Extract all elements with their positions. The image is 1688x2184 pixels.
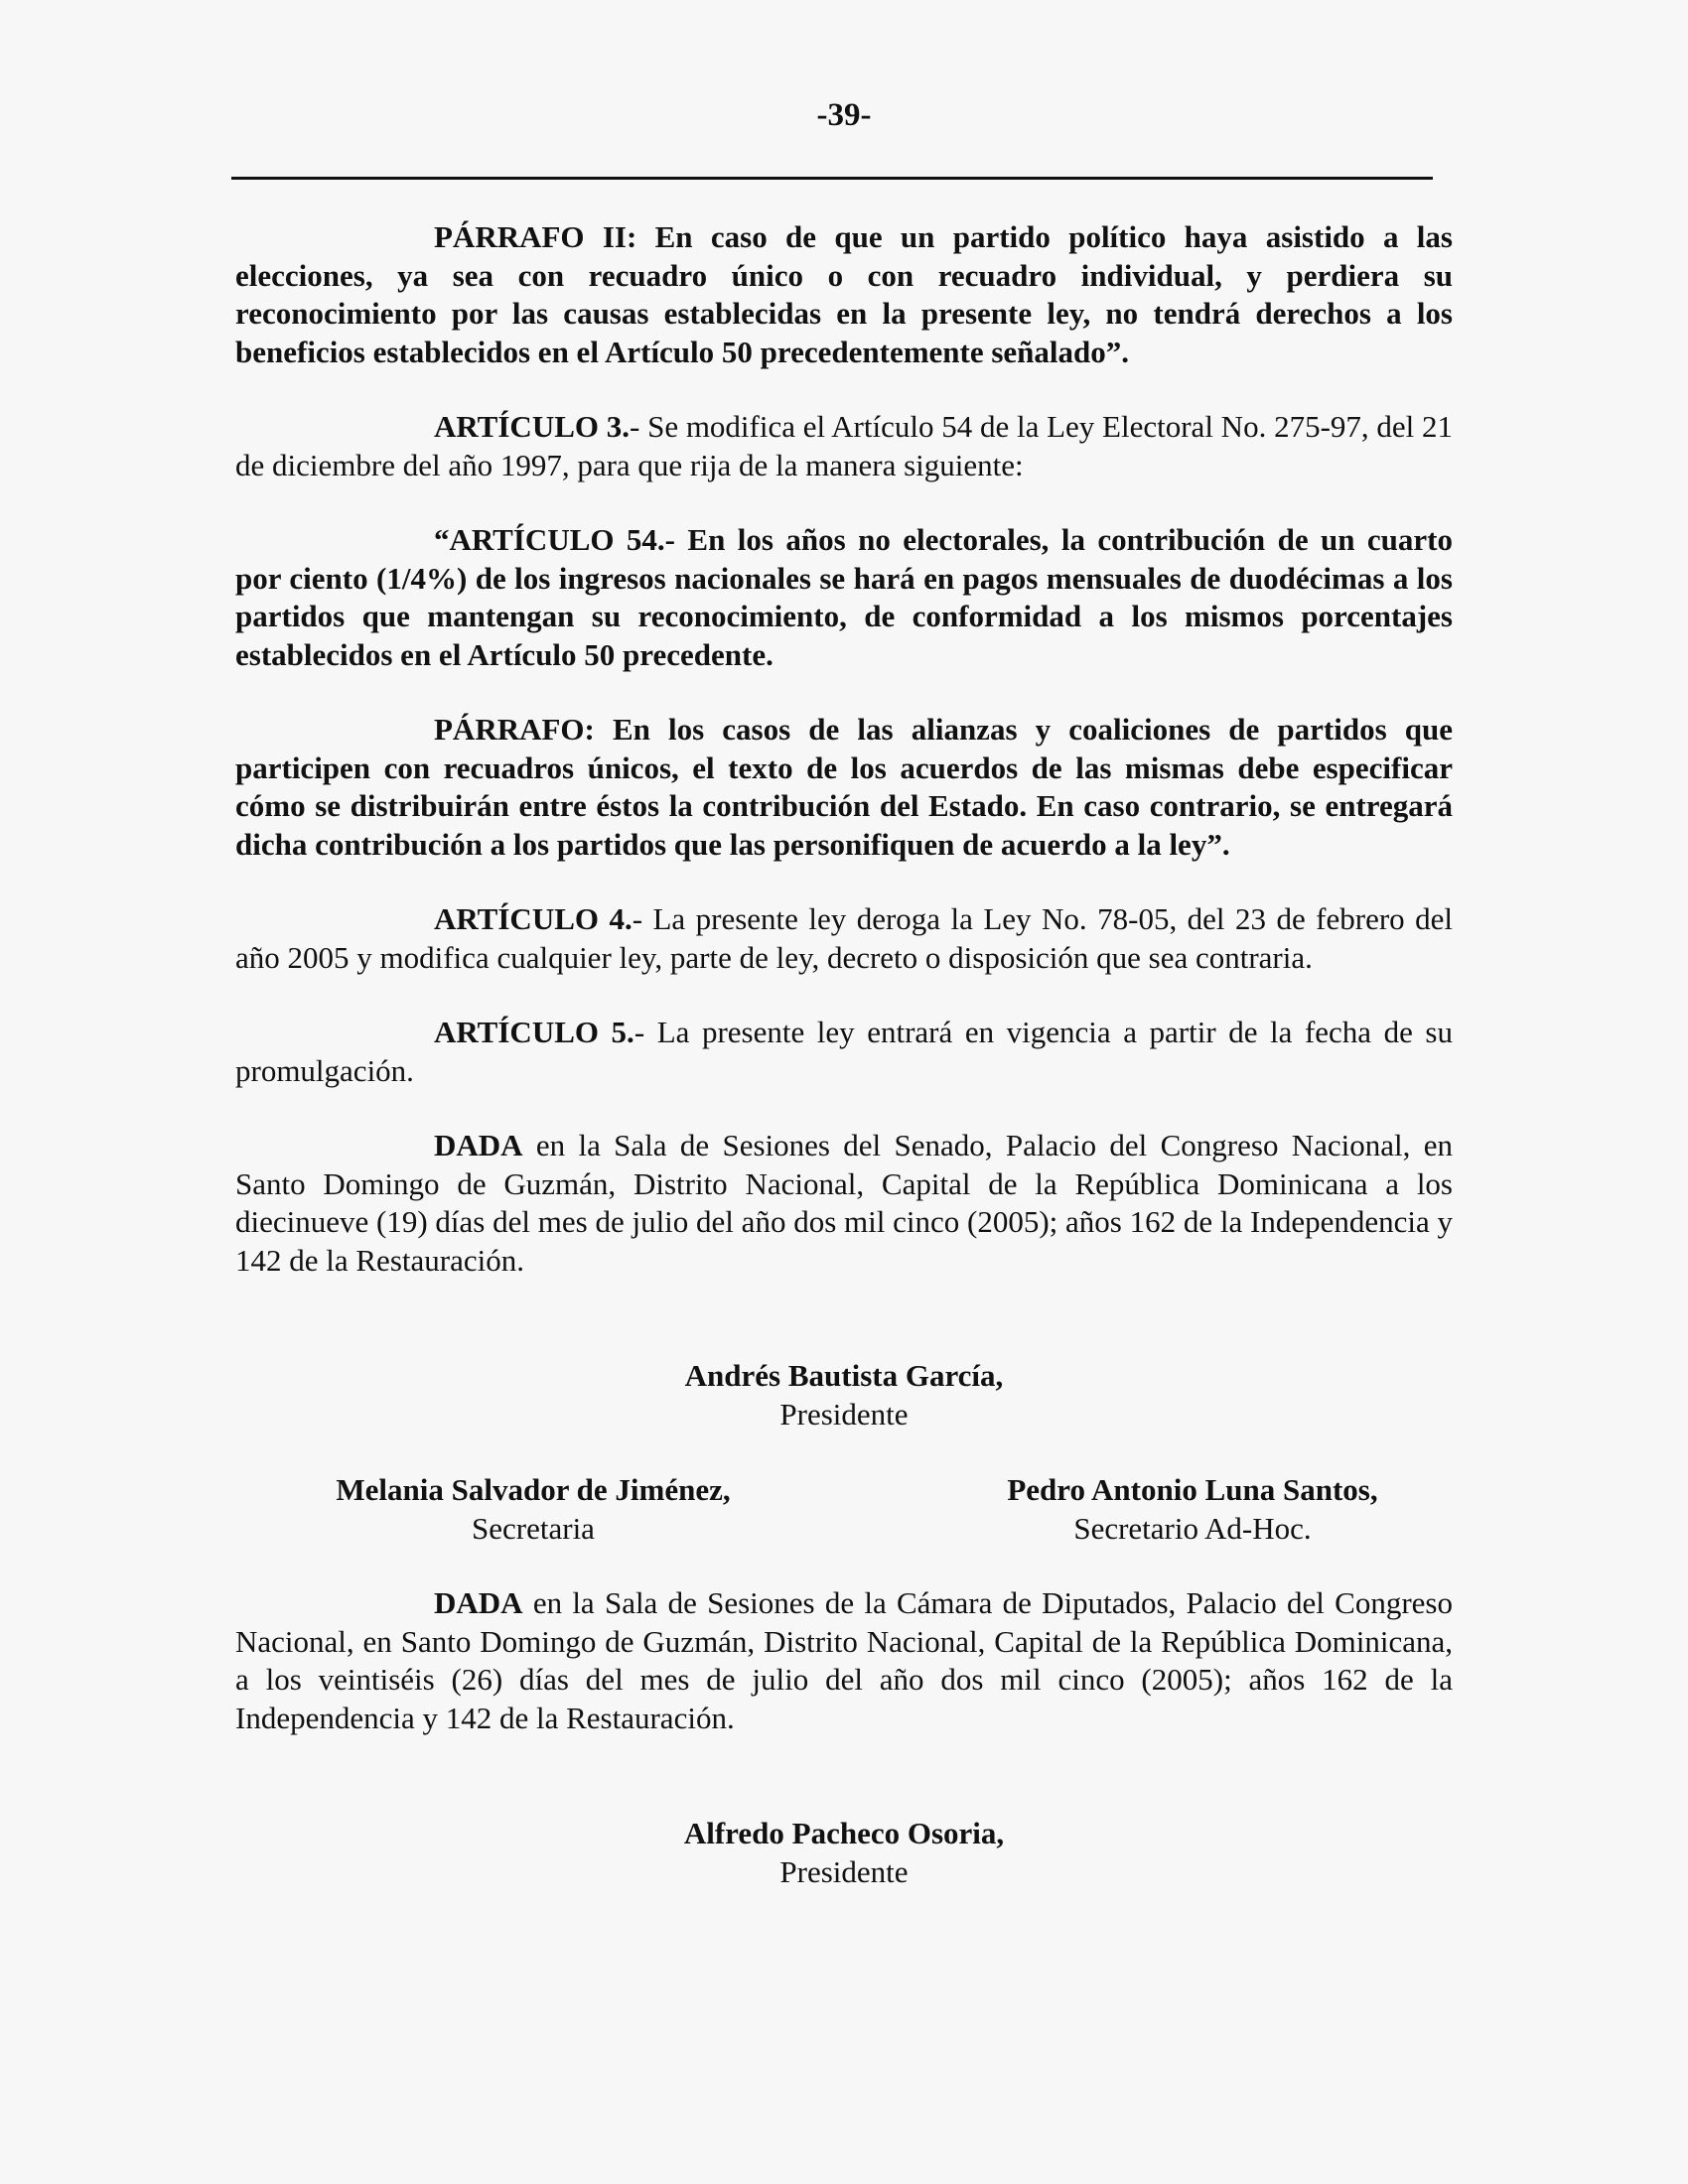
dada-camara-label: DADA [434, 1585, 523, 1620]
articulo-5-label: ARTÍCULO 5. [434, 1015, 634, 1049]
document-body [235, 218, 1453, 1891]
dada-camara [235, 1584, 1453, 1737]
camara-presidente-title: Presidente [779, 1853, 909, 1889]
header-rule [231, 177, 1433, 180]
articulo-54-text: - En los años no electorales, la contribución de un cuarto por ciento (1/4%) de los ingresos nacionales se hará en pagos mensuales de duodécimas a los partidos que mantengan su reconocimiento, de conformidad a los mismos porcentajes establecidos en el Artículo 50 precedente. [235, 522, 1453, 672]
senado-secretaria-signature [335, 1471, 732, 1548]
articulo-4-label: ARTÍCULO 4. [434, 901, 633, 936]
senado-presidente-name: Andrés Bautista García, [684, 1358, 1004, 1393]
parrafo-text: En los casos de las alianzas y coaliciones de partidos que participen con recuadros únicos, el texto de los acuerdos de las mismas debe especificar cómo se distribuirán entre éstos la contribución del Estado. En caso contrario, se entregará dicha contribución a los partidos que las personifiquen de acuerdo a la ley”. [235, 712, 1453, 862]
senado-secretario-name: Pedro Antonio Luna Santos, [1007, 1472, 1378, 1507]
camara-presidente-name: Alfredo Pacheco Osoria, [683, 1816, 1005, 1850]
parrafo-ii [235, 218, 1453, 371]
dada-senado-label: DADA [434, 1128, 523, 1162]
articulo-54 [235, 521, 1453, 674]
senado-presidente-title: Presidente [779, 1396, 909, 1432]
senado-secretaria-name: Melania Salvador de Jiménez, [336, 1472, 731, 1507]
senado-secretario-signature [964, 1471, 1421, 1548]
articulo-4 [235, 900, 1453, 977]
page-number: -39- [816, 97, 872, 133]
dada-senado-text: en la Sala de Sesiones del Senado, Palacio del Congreso Nacional, en Santo Domingo de Guzmán, Distrito Nacional, Capital de la República Dominicana a los diecinueve (19) días del mes de julio del año dos mil cinco (2005); años 162 de la Independencia y 142 de la Restauración. [235, 1128, 1453, 1278]
senado-secretaria-title: Secretaria [472, 1510, 595, 1546]
senado-secretarios-signatures [235, 1471, 1453, 1551]
articulo-3-label: ARTÍCULO 3. [434, 409, 630, 444]
articulo-54-label: “ARTÍCULO 54. [434, 522, 665, 557]
articulo-3 [235, 408, 1453, 484]
parrafo [235, 711, 1453, 864]
camara-presidente-signature [235, 1815, 1453, 1891]
parrafo-ii-label: PÁRRAFO II: [434, 219, 637, 254]
articulo-5-text: - La presente ley entrará en vigencia a partir de la fecha de su promulgación. [235, 1015, 1453, 1088]
senado-presidente-signature [235, 1357, 1453, 1433]
parrafo-label: PÁRRAFO: [434, 712, 595, 747]
articulo-5 [235, 1014, 1453, 1090]
senado-secretario-title: Secretario Ad-Hoc. [1073, 1510, 1312, 1546]
articulo-3-text: - Se modifica el Artículo 54 de la Ley Electoral No. 275-97, del 21 de diciembre del año 1997, para que rija de la manera siguiente: [235, 409, 1454, 482]
dada-senado [235, 1127, 1453, 1280]
articulo-4-text: - La presente ley deroga la Ley No. 78-05, del 23 de febrero del año 2005 y modifica cualquier ley, parte de ley, decreto o disposición que sea contraria. [235, 901, 1453, 975]
dada-camara-text: en la Sala de Sesiones de la Cámara de Diputados, Palacio del Congreso Nacional, en Santo Domingo de Guzmán, Distrito Nacional, Capital de la República Dominicana, a los veintiséis (26) días del mes de julio del año dos mil cinco (2005); años 162 de la Independencia y 142 de la Restauración. [235, 1585, 1453, 1735]
parrafo-ii-text: En caso de que un partido político haya asistido a las elecciones, ya sea con recuadro único o con recuadro individual, y perdiera su reconocimiento por las causas establecidas en la presente ley, no tendrá derechos a los beneficios establecidos en el Artículo 50 precedentemente señalado”. [235, 219, 1453, 369]
